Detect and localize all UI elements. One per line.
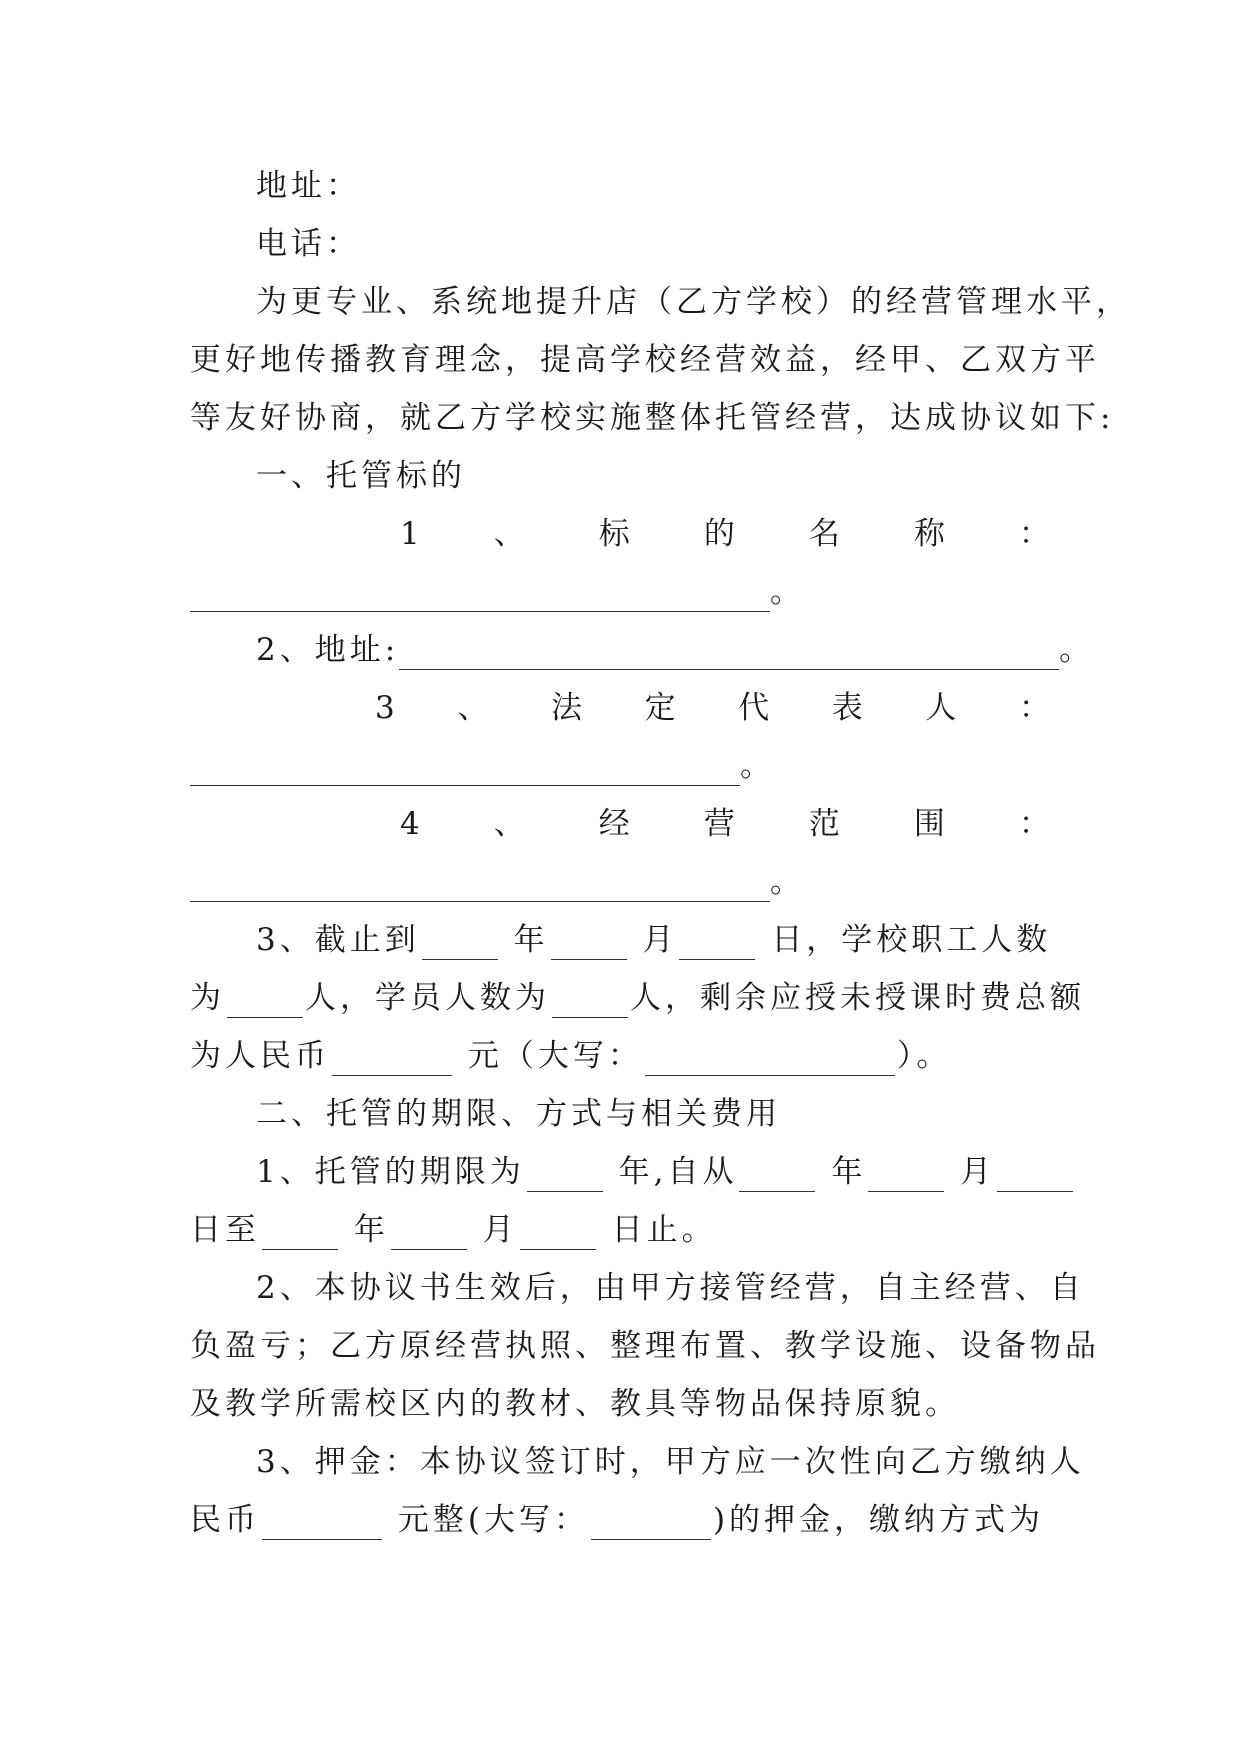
para3-line-1: 3、押金：本协议签订时，甲方应一次性向乙方缴纳人: [256, 1444, 1085, 1480]
staff-line: 为 人，学员人数为 人，剩余应授未授课时费总额: [190, 980, 1085, 1016]
item4-char: 经: [598, 806, 630, 842]
deposit-amount-blank[interactable]: [262, 1509, 382, 1540]
term-from-day-blank[interactable]: [997, 1161, 1073, 1192]
item4-char: 围: [913, 806, 945, 842]
item1-char: 标: [598, 516, 630, 552]
item1-char: 名: [808, 516, 840, 552]
term-to-month-blank[interactable]: [391, 1219, 467, 1250]
item1-char: ：: [1018, 516, 1050, 552]
term-from-month-blank[interactable]: [868, 1161, 944, 1192]
item4-blank[interactable]: [190, 875, 770, 902]
item3-char: 、: [457, 690, 489, 726]
term-line-1: 1、托管的期限为 年,自从 年 月: [256, 1152, 1052, 1192]
section2-title: 二、托管的期限、方式与相关费用: [256, 1096, 781, 1132]
item1-blank[interactable]: [190, 585, 770, 612]
deposit-uppercase-blank[interactable]: [591, 1509, 711, 1540]
item4-char: 范: [808, 806, 840, 842]
item4-char: 、: [493, 806, 525, 842]
item3-blank-line: 。: [190, 746, 1052, 786]
item3-char: 人: [925, 690, 957, 726]
intro-line-2: 更好地传播教育理念，提高学校经营效益，经甲、乙双方平: [190, 342, 1100, 378]
cutoff-day-blank[interactable]: [679, 929, 755, 960]
item3-char: 代: [738, 690, 770, 726]
section1-title: 一、托管标的: [256, 458, 466, 494]
item1-char: 称: [913, 516, 945, 552]
para2-line-3: 及教学所需校区内的教材、教具等物品保持原貌。: [190, 1386, 960, 1422]
fee-line: 为人民币 元（大写： ）。: [190, 1038, 952, 1074]
item3-char: 3: [375, 690, 395, 726]
item4-label: [400, 804, 1050, 844]
item1-blank-line: 。: [190, 572, 1052, 612]
intro-line-1: 为更专业、系统地提升店（乙方学校）的经营管理水平，: [256, 284, 1131, 320]
term-to-year-blank[interactable]: [262, 1219, 338, 1250]
phone-label: 电话：: [256, 226, 361, 262]
item3-char: 表: [831, 690, 863, 726]
item2-blank[interactable]: [399, 643, 1059, 670]
term-from-year-blank[interactable]: [739, 1161, 815, 1192]
item3-char: ：: [1019, 690, 1050, 726]
cutoff-month-blank[interactable]: [551, 929, 627, 960]
item1-char: 1: [400, 516, 420, 552]
item3-char: 定: [644, 690, 676, 726]
fee-uppercase-blank[interactable]: [645, 1045, 895, 1076]
fee-amount-blank[interactable]: [332, 1045, 452, 1076]
staff-count-blank[interactable]: [227, 987, 303, 1018]
item1-label: [400, 514, 1050, 554]
item1-char: 、: [493, 516, 525, 552]
para2-line-2: 负盈亏；乙方原经营执照、整理布置、教学设施、设备物品: [190, 1328, 1100, 1364]
item2-line: 2、地址: 。: [256, 632, 1095, 668]
item4-char: 营: [703, 806, 735, 842]
item2-label: 2、地址:: [256, 632, 400, 668]
para2-line-1: 2、本协议书生效后，由甲方接管经营，自主经营、自: [256, 1270, 1085, 1306]
item4-blank-line: 。: [190, 862, 1052, 902]
cutoff-line: 3、截止到 年 月 日，学校职工人数: [256, 922, 1052, 958]
term-line-2: 日至 年 月 日止。: [190, 1212, 717, 1248]
item3-char: 法: [550, 690, 582, 726]
address-label: 地址：: [256, 168, 361, 204]
item1-char: 的: [703, 516, 735, 552]
item3-label: [375, 688, 1050, 728]
cutoff-year-blank[interactable]: [422, 929, 498, 960]
item3-blank[interactable]: [190, 759, 740, 786]
student-count-blank[interactable]: [552, 987, 628, 1018]
item4-char: ：: [1018, 806, 1050, 842]
para3-line-2: 民币 元整(大写： )的押金，缴纳方式为: [190, 1502, 1045, 1538]
item4-char: 4: [400, 806, 420, 842]
intro-line-3: 等友好协商，就乙方学校实施整体托管经营，达成协议如下:: [190, 400, 1115, 436]
term-to-day-blank[interactable]: [520, 1219, 596, 1250]
term-years-blank[interactable]: [527, 1161, 603, 1192]
